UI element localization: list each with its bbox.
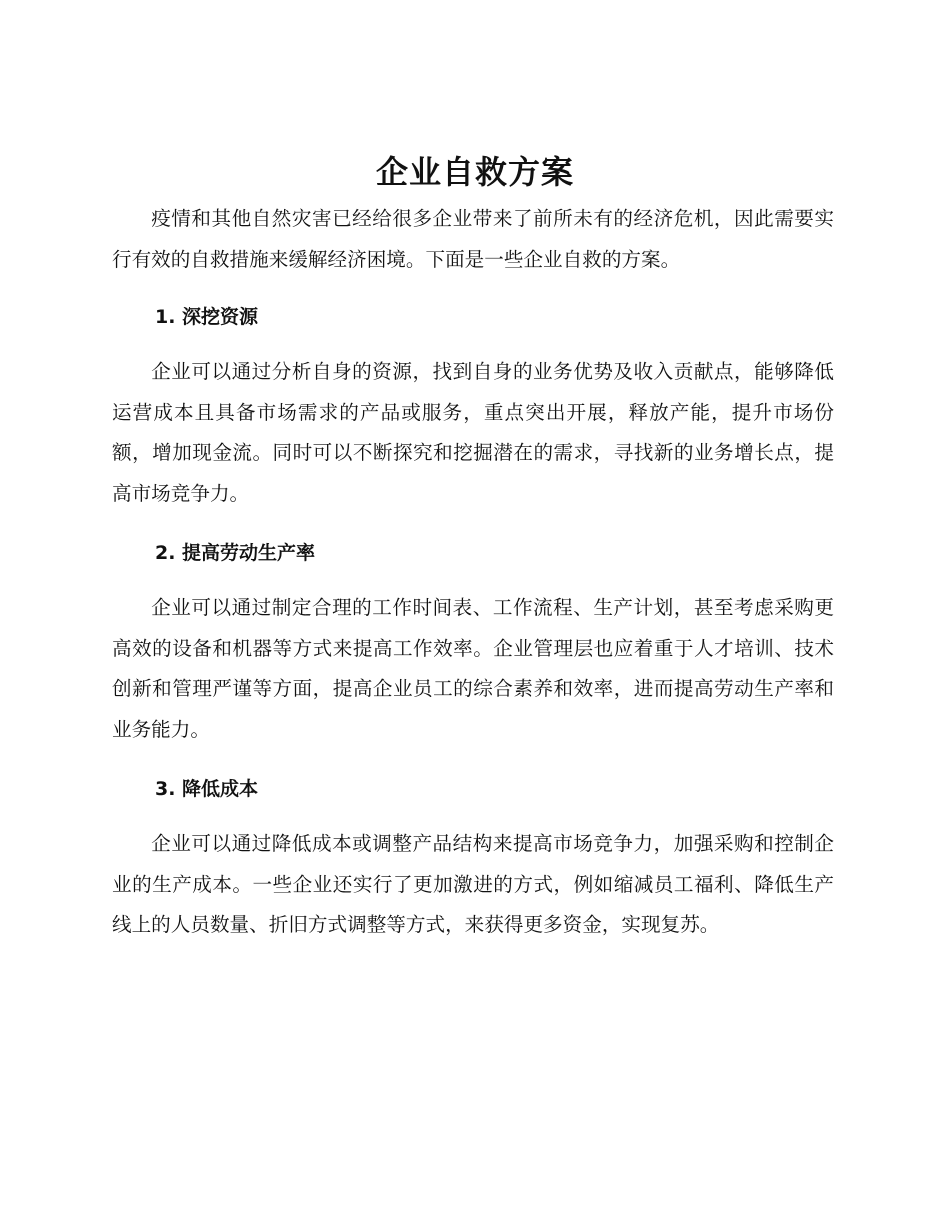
section-body-1: 企业可以通过分析自身的资源，找到自身的业务优势及收入贡献点，能够降低运营成本且具备市场需求的产品或服务，重点突出开展，释放产能，提升市场份额，增加现金流。同时可以不断探究和挖掘潜在的需求，寻找新的业务增长点，提高市场竞争力。 xyxy=(112,360,834,505)
section-body-2: 企业可以通过制定合理的工作时间表、工作流程、生产计划，甚至考虑采购更高效的设备和机器等方式来提高工作效率。企业管理层也应着重于人才培训、技术创新和管理严谨等方面，提高企业员工的综合素养和效率，进而提高劳动生产率和业务能力。 xyxy=(112,596,834,741)
section-heading-3: 3. 降低成本 xyxy=(155,778,259,800)
section-heading-1: 1. 深挖资源 xyxy=(155,306,259,328)
intro-paragraph: 疫情和其他自然灾害已经给很多企业带来了前所未有的经济危机，因此需要实行有效的自救措施来缓解经济困境。下面是一些企业自救的方案。 xyxy=(112,207,834,271)
section-body-3: 企业可以通过降低成本或调整产品结构来提高市场竞争力，加强采购和控制企业的生产成本。一些企业还实行了更加激进的方式，例如缩减员工福利、降低生产线上的人员数量、折旧方式调整等方式，来获得更多资金，实现复苏。 xyxy=(112,832,834,936)
section-heading-2: 2. 提高劳动生产率 xyxy=(155,542,316,564)
document-title: 企业自救方案 xyxy=(375,153,574,191)
